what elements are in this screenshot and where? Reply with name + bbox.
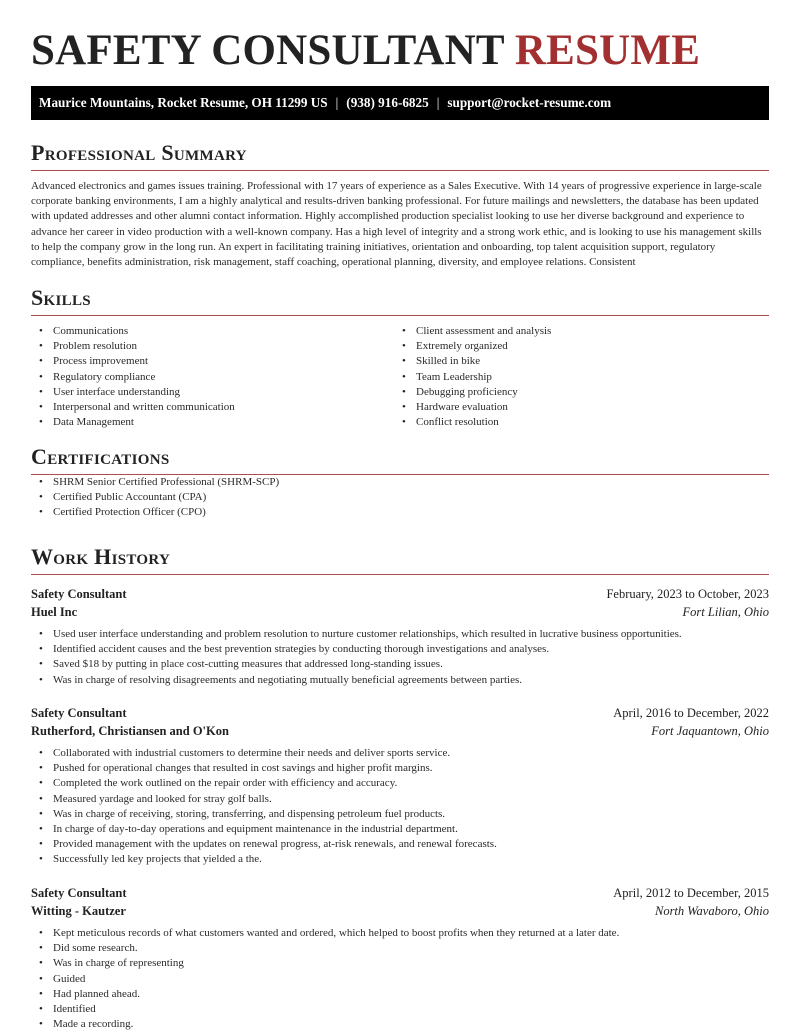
skills-left-list <box>31 324 394 430</box>
job-location: North Wavaboro, Ohio <box>654 904 769 918</box>
job-bullet: • Was in charge of resolving disagreements and negotiating mutually beneficial agreements between parties. <box>31 673 769 688</box>
job-location: Fort Jaquantown, Ohio <box>651 724 769 738</box>
resume-title <box>31 28 700 74</box>
skill-item: • Conflict resolution <box>394 415 757 430</box>
skill-item: • User interface understanding <box>31 385 394 400</box>
job-bullet: • Provided management with the updates on renewal progress, at-risk renewals, and renewal forecasts. <box>31 837 769 852</box>
job-bullets <box>31 746 769 868</box>
job-bullet: • Did some research. <box>31 941 769 956</box>
skill-item: • Interpersonal and written communication <box>31 400 394 415</box>
job-title-row <box>31 884 769 902</box>
work-history-section <box>31 544 769 575</box>
contact-separator: | <box>335 95 339 110</box>
certifications-heading: Certifications <box>31 444 769 475</box>
skill-item: • Debugging proficiency <box>394 385 757 400</box>
job-title-row <box>31 704 769 722</box>
job-bullet: • In charge of day-to-day operations and equipment maintenance in the industrial department. <box>31 822 769 837</box>
job-entry <box>31 585 769 688</box>
job-company: Witting - Kautzer <box>31 904 126 918</box>
skill-item: • Communications <box>31 324 394 339</box>
skill-item: • Hardware evaluation <box>394 400 757 415</box>
job-bullet: • Had planned ahead. <box>31 987 769 1002</box>
certification-item: • Certified Public Accountant (CPA) <box>31 490 769 505</box>
job-company-row <box>31 603 769 621</box>
skill-item: • Process improvement <box>31 354 394 369</box>
skills-right-list <box>394 324 757 430</box>
contact-separator: | <box>436 95 440 110</box>
job-bullet: • Measured yardage and looked for stray golf balls. <box>31 792 769 807</box>
job-company: Rutherford, Christiansen and O'Kon <box>31 724 229 738</box>
job-bullet: • Was in charge of representing <box>31 956 769 971</box>
job-bullet: • Completed the work outlined on the repair order with efficiency and accuracy. <box>31 776 769 791</box>
job-entry <box>31 704 769 868</box>
job-bullet: • Successfully led key projects that yielded a the. <box>31 852 769 867</box>
contact-address: Maurice Mountains, Rocket Resume, OH 11299 US <box>39 95 328 110</box>
summary-heading: Professional Summary <box>31 140 769 171</box>
skill-item: • Regulatory compliance <box>31 370 394 385</box>
job-dates: February, 2023 to October, 2023 <box>606 587 769 601</box>
skill-item: • Problem resolution <box>31 339 394 354</box>
skill-item: • Extremely organized <box>394 339 757 354</box>
job-company-row <box>31 902 769 920</box>
skill-item: • Skilled in bike <box>394 354 757 369</box>
skill-item: • Team Leadership <box>394 370 757 385</box>
job-bullet: • Kept meticulous records of what customers wanted and ordered, which helped to boost profits when they returned at a later date. <box>31 926 769 941</box>
job-dates: April, 2012 to December, 2015 <box>613 886 769 900</box>
job-bullets <box>31 926 769 1032</box>
job-title: Safety Consultant <box>31 587 127 601</box>
certification-item: • SHRM Senior Certified Professional (SHRM-SCP) <box>31 475 769 490</box>
skill-item: • Data Management <box>31 415 394 430</box>
job-bullet: • Made a recording. <box>31 1017 769 1032</box>
job-bullet: • Used user interface understanding and problem resolution to nurture customer relationships, which resulted in lucrative business opportunities. <box>31 627 769 642</box>
skills-section <box>31 285 769 430</box>
contact-phone[interactable]: (938) 916-6825 <box>346 95 429 110</box>
job-location: Fort Lilian, Ohio <box>682 605 769 619</box>
job-entry <box>31 884 769 1032</box>
certifications-list <box>31 475 769 521</box>
job-bullet: • Guided <box>31 972 769 987</box>
title-main: SAFETY CONSULTANT <box>31 27 504 74</box>
job-bullet: • Identified <box>31 1002 769 1017</box>
contact-bar <box>31 86 769 120</box>
job-title-row <box>31 585 769 603</box>
job-title: Safety Consultant <box>31 886 127 900</box>
job-bullet: • Collaborated with industrial customers to determine their needs and deliver sports service. <box>31 746 769 761</box>
skills-columns <box>31 324 769 430</box>
summary-text: Advanced electronics and games issues training. Professional with 17 years of experience as a Sales Executive. With 14 years of progressive experience in large-scale corporate banking environments, I am a highly analytical and results-driven banking professional. For future mailings and newsletters, the database has been updated with updated addresses and other alumni contact information. Highly accomplished production specialist looking to use her diverse background and experience to advance her career in video production with a well-known company. Has a high level of integrity and a strong work ethic, and is looking to use his management skills to help the company grow in the long run. An expert in facilitating training initiatives, orientation and onboarding, top talent acquisition support, regulatory compliance, benefits administration, risk management, staff coaching, operational planning, diversity, and employee relations. Consistent <box>31 180 762 269</box>
job-company-row <box>31 722 769 740</box>
title-accent: RESUME <box>514 27 701 74</box>
certifications-section <box>31 444 769 521</box>
skill-item: • Client assessment and analysis <box>394 324 757 339</box>
skills-heading: Skills <box>31 285 769 316</box>
job-bullet: • Saved $18 by putting in place cost-cutting measures that addressed long-standing issues. <box>31 657 769 672</box>
job-company: Huel Inc <box>31 605 78 619</box>
summary-section <box>31 140 769 270</box>
job-bullet: • Pushed for operational changes that resulted in cost savings and higher profit margins. <box>31 761 769 776</box>
certification-item: • Certified Protection Officer (CPO) <box>31 505 769 520</box>
job-dates: April, 2016 to December, 2022 <box>613 706 769 720</box>
job-bullet: • Identified accident causes and the best prevention strategies by conducting thorough investigations and analyses. <box>31 642 769 657</box>
job-bullets <box>31 627 769 688</box>
job-bullet: • Was in charge of receiving, storing, transferring, and dispensing petroleum fuel products. <box>31 807 769 822</box>
work-history-heading: Work History <box>31 544 769 575</box>
contact-email[interactable]: support@rocket-resume.com <box>447 95 612 110</box>
job-title: Safety Consultant <box>31 706 127 720</box>
